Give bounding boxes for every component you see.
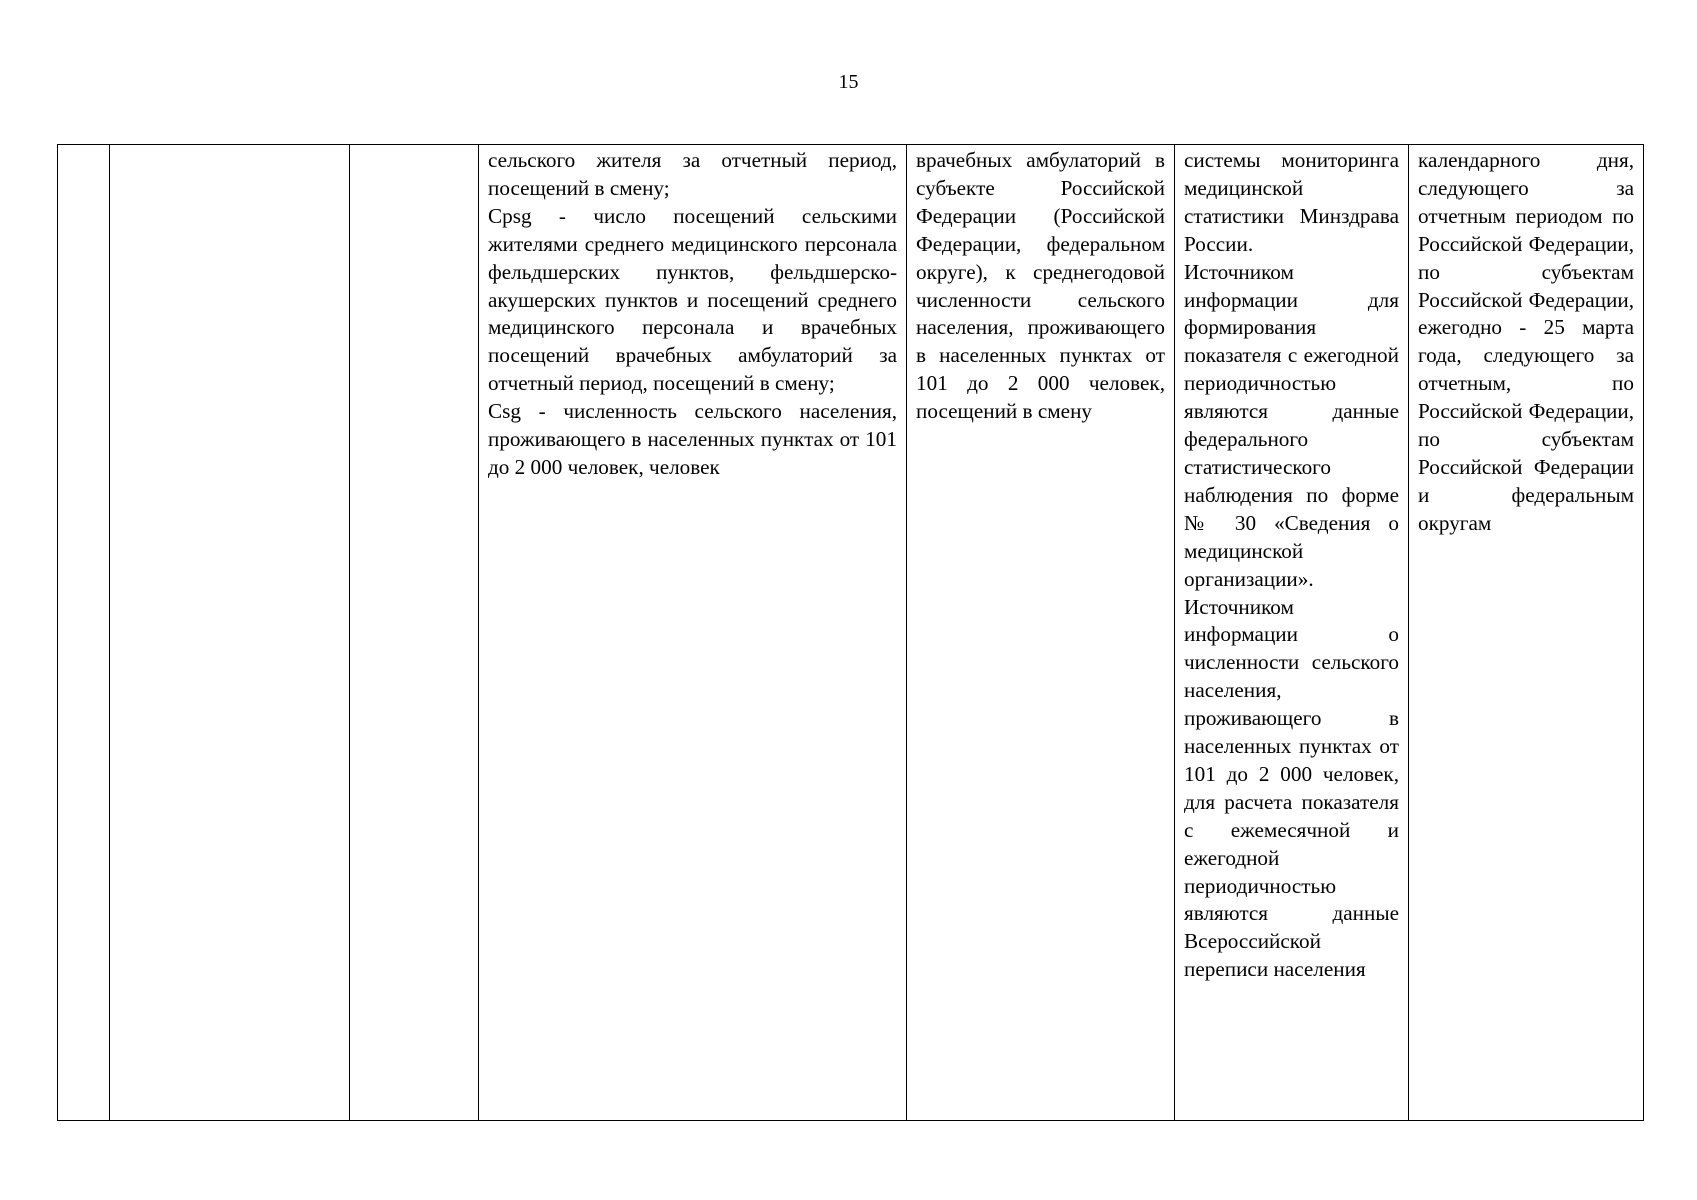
- schedule-paragraph: календарного дня, следующего за отчетным периодом по Российской Федерации, по субъектам Российской Федерации, ежегодно - 25 марта года, следующего за отчетным, по Российской Федерации, по субъектам Российской Федерации и федеральным округам: [1418, 148, 1634, 535]
- source-paragraph: Источником информации о численности сельского населения, проживающего в населенных пунктах от 101 до 2 000 человек, для расчета показателя с ежемесячной и ежегодной периодичностью являются данные Всероссийской переписи населения: [1184, 594, 1399, 982]
- cell-data-source: [1175, 145, 1409, 1121]
- cell-unit: [350, 145, 479, 1121]
- page-number: 15: [838, 71, 859, 93]
- indicator-table: [57, 144, 1644, 1121]
- calculation-paragraph: Cpsg - число посещений сельскими жителями среднего медицинского персонала фельдшерских пунктов, фельдшерско-акушерских пунктов и посещений среднего медицинского персонала и врачебных посещений врачебных амбулаторий за отчетный период, посещений в смену;: [488, 203, 897, 396]
- calculation-paragraph: Csg - численность сельского населения, проживающего в населенных пунктах от 101 до 2 000 человек, человек: [488, 399, 897, 479]
- cell-calculation-method: [479, 145, 907, 1121]
- cell-indicator-name: [110, 145, 350, 1121]
- table-row: [58, 145, 1644, 1121]
- source-paragraph: системы мониторинга медицинской статистики Минздрава России.: [1184, 148, 1399, 256]
- cell-number: [58, 145, 110, 1121]
- definition-paragraph: врачебных амбулаторий в субъекте Российской Федерации (Российской Федерации, федеральном округе), к среднегодовой численности сельского населения, проживающего в населенных пунктах от 101 до 2 000 человек, посещений в смену: [916, 148, 1165, 424]
- cell-indicator-definition: [907, 145, 1175, 1121]
- cell-reporting-schedule: [1409, 145, 1644, 1121]
- calculation-paragraph: сельского жителя за отчетный период, посещений в смену;: [488, 148, 897, 200]
- source-paragraph: Источником информации для формирования показателя с ежегодной периодичностью являются данные федерального статистического наблюдения по форме № 30 «Сведения о медицинской организации».: [1184, 259, 1399, 591]
